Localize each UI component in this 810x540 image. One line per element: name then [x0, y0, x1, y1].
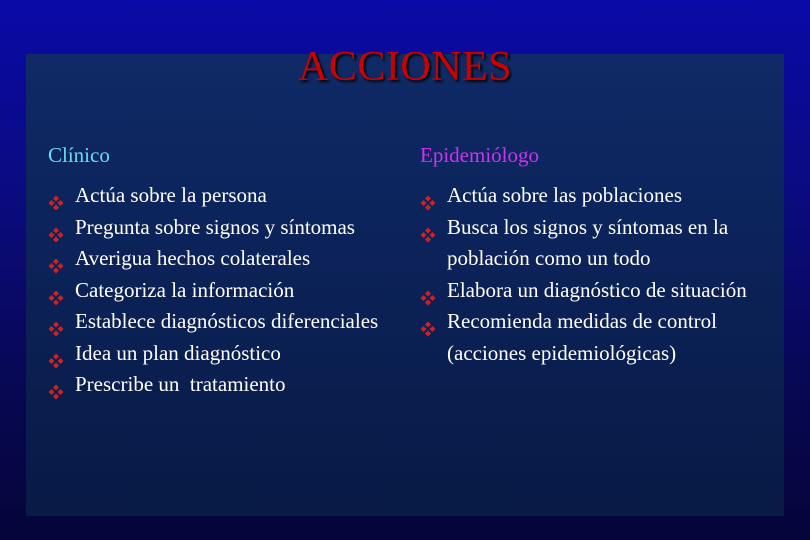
clinico-heading: Clínico — [48, 143, 110, 167]
four-diamond-bullet-icon — [48, 378, 64, 394]
four-diamond-bullet-icon — [420, 315, 436, 331]
list-item-text: Pregunta sobre signos y síntomas — [75, 214, 355, 239]
four-diamond-bullet-icon — [420, 189, 436, 205]
list-item — [48, 306, 388, 338]
list-item-text: Categoriza la información — [75, 277, 295, 302]
four-diamond-bullet-icon — [48, 252, 64, 268]
four-diamond-bullet-icon — [48, 347, 64, 363]
list-item — [48, 180, 388, 212]
list-item — [48, 369, 388, 401]
list-item — [48, 243, 388, 275]
epidemiologo-column — [420, 144, 790, 369]
slide-title: ACCIONES — [297, 44, 513, 90]
list-item — [420, 275, 790, 307]
epidemiologo-heading: Epidemiólogo — [420, 143, 539, 167]
list-item — [48, 212, 388, 244]
list-item-text: Prescribe un tratamiento — [75, 372, 286, 396]
four-diamond-bullet-icon — [420, 221, 436, 237]
list-item — [48, 275, 388, 307]
epidemiologo-list — [420, 180, 790, 369]
list-item-text: Averigua hechos colaterales — [75, 246, 311, 270]
four-diamond-bullet-icon — [48, 315, 64, 331]
list-item-text: Establece diagnósticos diferenciales — [75, 309, 379, 333]
list-item — [420, 306, 790, 369]
list-item-text: Actúa sobre la persona — [75, 183, 267, 207]
four-diamond-bullet-icon — [48, 189, 64, 205]
list-item-text: Idea un plan diagnóstico — [75, 340, 281, 365]
list-item — [420, 180, 790, 212]
list-item-text: Elabora un diagnóstico de situación — [447, 277, 747, 302]
four-diamond-bullet-icon — [48, 284, 64, 300]
four-diamond-bullet-icon — [48, 221, 64, 237]
list-item-text: Actúa sobre las poblaciones — [447, 183, 683, 207]
list-item-text: Recomienda medidas de control (acciones epidemiológicas) — [447, 309, 717, 365]
clinico-list — [48, 180, 388, 401]
clinico-column — [48, 144, 388, 401]
list-item-text: Busca los signos y síntomas en la población como un todo — [447, 214, 729, 270]
list-item — [48, 338, 388, 370]
four-diamond-bullet-icon — [420, 284, 436, 300]
list-item — [420, 212, 790, 275]
